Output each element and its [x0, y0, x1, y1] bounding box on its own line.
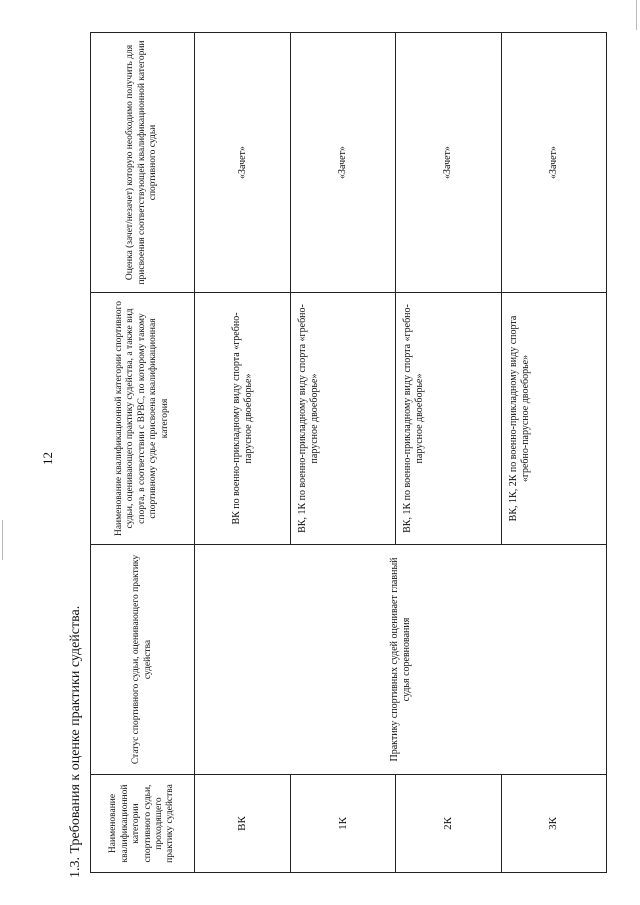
requirements-table [90, 32, 607, 873]
section-title: 1.3. Требования к оценке практики судейства. [68, 605, 83, 878]
row-grade: «Зачет» [195, 33, 291, 293]
row-evaluator: ВК, 1К по военно-прикладному виду спорта «гребно-парусное двоеборье» [396, 293, 501, 545]
row-category: 2К [396, 775, 501, 873]
row-category: 3К [501, 775, 606, 873]
header-judge-status: Статус спортивного судьи, оценивающего практику судейства [91, 545, 195, 775]
table-row [195, 33, 291, 873]
row-grade: «Зачет» [291, 33, 396, 293]
table-header-row [91, 33, 195, 873]
row-evaluator: ВК, 1К, 2К по военно-прикладному виду спорта «гребно-парусное двоеборье» [501, 293, 606, 545]
page-number: 12 [40, 452, 55, 465]
header-grade: Оценка (зачет/незачет) которую необходимо получить для присвоения соответствующей квалификационной категории спортивного судьи [91, 33, 195, 293]
scan-edge-mark [636, 0, 637, 30]
header-category: Наименование квалификационной категории спортивного судьи, проходящего практику судейства [91, 775, 195, 873]
row-grade: «Зачет» [501, 33, 606, 293]
scan-edge-mark [2, 520, 3, 560]
row-evaluator: ВК, 1К по военно-прикладному виду спорта «гребно-парусное двоеборье» [291, 293, 396, 545]
row-category: 1К [291, 775, 396, 873]
header-evaluator-category: Наименование квалификационной категории спортивного судьи, оценивающего практику судейства, а также вид спорта, в соответствии с ВРВС, по которому такому спортивному судье присвоена квалификационная категория [91, 293, 195, 545]
row-grade: «Зачет» [396, 33, 501, 293]
row-category: ВК [195, 775, 291, 873]
judge-status-cell: Практику спортивных судей оценивает главный судья соревнования [195, 545, 607, 775]
row-evaluator: ВК по военно-прикладному виду спорта «гребно-парусное двоеборье» [195, 293, 291, 545]
